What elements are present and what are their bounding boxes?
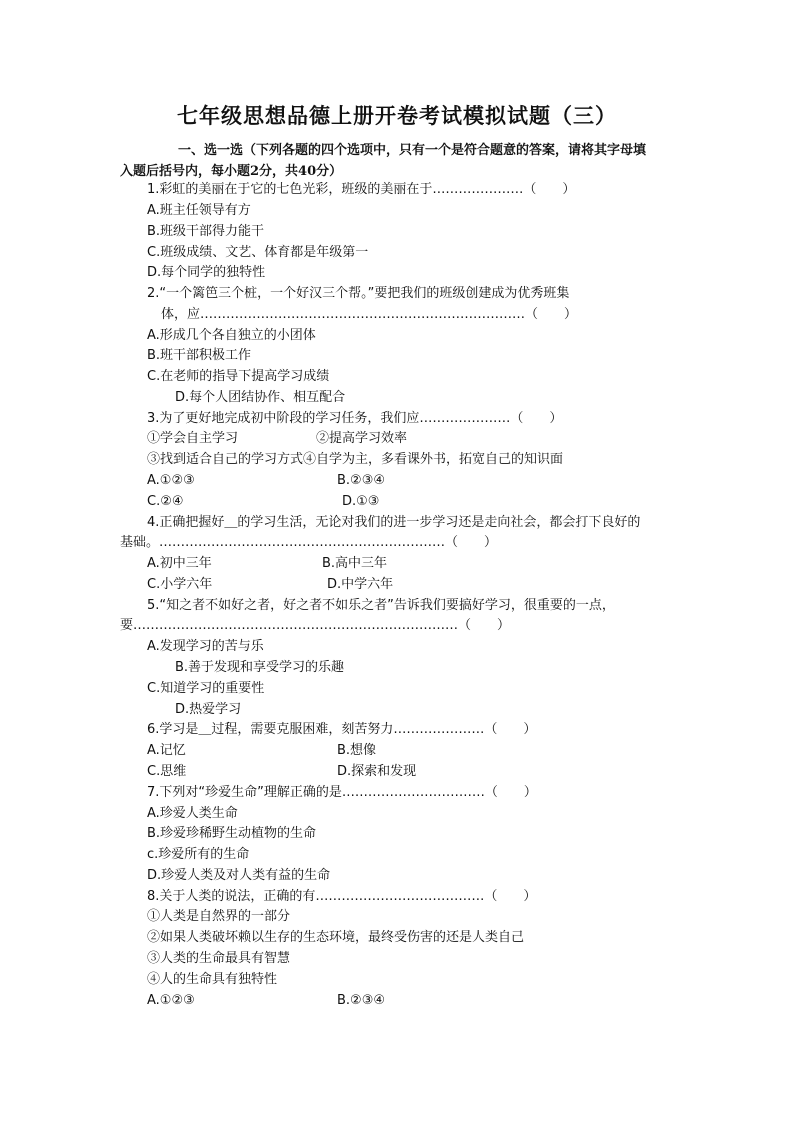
question-7-stem: 7.下列对“珍爱生命”理解正确的是……………………………（ ） [147, 785, 537, 800]
question-3-item-1: ①学会自主学习 [147, 431, 239, 446]
question-7-option-c: c.珍爱所有的生命 [147, 847, 250, 862]
question-1-option-a: A.班主任领导有方 [147, 203, 251, 218]
question-8-item-1: ①人类是自然界的一部分 [147, 909, 291, 924]
question-8-stem: 8.关于人类的说法，正确的有…………………………………（ ） [147, 889, 537, 904]
question-5-option-b: B.善于发现和享受学习的乐趣 [175, 660, 345, 675]
question-7-option-d: D.珍爱人类及对人类有益的生命 [147, 868, 331, 883]
question-6-option-c: C.思维 [147, 764, 187, 779]
question-8-item-4: ④人的生命具有独特性 [147, 972, 278, 987]
question-5-option-c: C.知道学习的重要性 [147, 681, 265, 696]
instructions-line-1: 一、选一选（下列各题的四个选项中，只有一个是符合题意的答案，请将其字母填 [178, 143, 647, 158]
page-title: 七年级思想品德上册开卷考试模拟试题（三） [177, 103, 617, 128]
question-4-option-c: C.小学六年 [147, 577, 213, 592]
question-5-option-d: D.热爱学习 [175, 702, 242, 717]
question-4-stem-line-1: 4.正确把握好＿的学习生活，无论对我们的进一步学习还是走向社会，都会打下良好的 [147, 515, 641, 530]
question-6-option-a: A.记忆 [147, 743, 186, 758]
question-5-option-a: A.发现学习的苦与乐 [147, 639, 264, 654]
question-5-stem-line-1: 5.“知之者不如好之者，好之者不如乐之者”告诉我们要搞好学习，很重要的一点， [147, 598, 615, 613]
question-2-option-b: B.班干部积极工作 [147, 348, 252, 363]
question-3-option-a: A.①②③ [147, 473, 195, 488]
question-3-item-2: ②提高学习效率 [316, 431, 408, 446]
question-7-option-a: A.珍爱人类生命 [147, 806, 238, 821]
question-1-option-d: D.每个同学的独特性 [147, 265, 266, 280]
question-6-option-d: D.探索和发现 [337, 764, 417, 779]
question-2-option-a: A.形成几个各自独立的小团体 [147, 328, 316, 343]
question-8-item-3: ③人类的生命最具有智慧 [147, 951, 291, 966]
question-7-option-b: B.珍爱珍稀野生动植物的生命 [147, 826, 317, 841]
question-4-stem-line-2: 基础。…………………………………………………………（ ） [120, 535, 498, 550]
question-5-stem-line-2: 要…………………………………………………………………（ ） [120, 618, 511, 633]
question-3-option-c: C.②④ [147, 494, 184, 509]
question-4-option-d: D.中学六年 [327, 577, 394, 592]
question-1-stem: 1.彩虹的美丽在于它的七色光彩，班级的美丽在于…………………（ ） [147, 182, 576, 197]
question-8-item-2: ②如果人类破坏赖以生存的生态环境，最终受伤害的还是人类自己 [147, 930, 525, 945]
question-2-option-c: C.在老师的指导下提高学习成绩 [147, 369, 330, 384]
question-4-option-a: A.初中三年 [147, 556, 212, 571]
question-2-option-d: D.每个人团结协作、相互配合 [175, 390, 346, 405]
question-3-item-3-4: ③找到适合自己的学习方式④自学为主，多看课外书，拓宽自己的知识面 [147, 452, 564, 467]
question-2-stem-line-1: 2.“一个篱笆三个桩，一个好汉三个帮。”要把我们的班级创建成为优秀班集 [147, 286, 570, 301]
instructions-line-2: 入题后括号内，每小题2分，共40分） [120, 164, 343, 179]
question-1-option-c: C.班级成绩、文艺、体育都是年级第一 [147, 245, 369, 260]
question-3-option-d: D.①③ [342, 494, 380, 509]
question-8-option-b: B.②③④ [337, 993, 386, 1008]
question-2-stem-line-2: 体，应…………………………………………………………………（ ） [161, 307, 578, 322]
question-1-option-b: B.班级干部得力能干 [147, 224, 265, 239]
question-8-option-a: A.①②③ [147, 993, 195, 1008]
question-3-option-b: B.②③④ [337, 473, 386, 488]
question-6-option-b: B.想像 [337, 743, 377, 758]
question-4-option-b: B.高中三年 [322, 556, 388, 571]
question-3-stem: 3.为了更好地完成初中阶段的学习任务，我们应…………………（ ） [147, 411, 563, 426]
question-6-stem: 6.学习是＿过程，需要克服困难，刻苦努力…………………（ ） [147, 722, 537, 737]
